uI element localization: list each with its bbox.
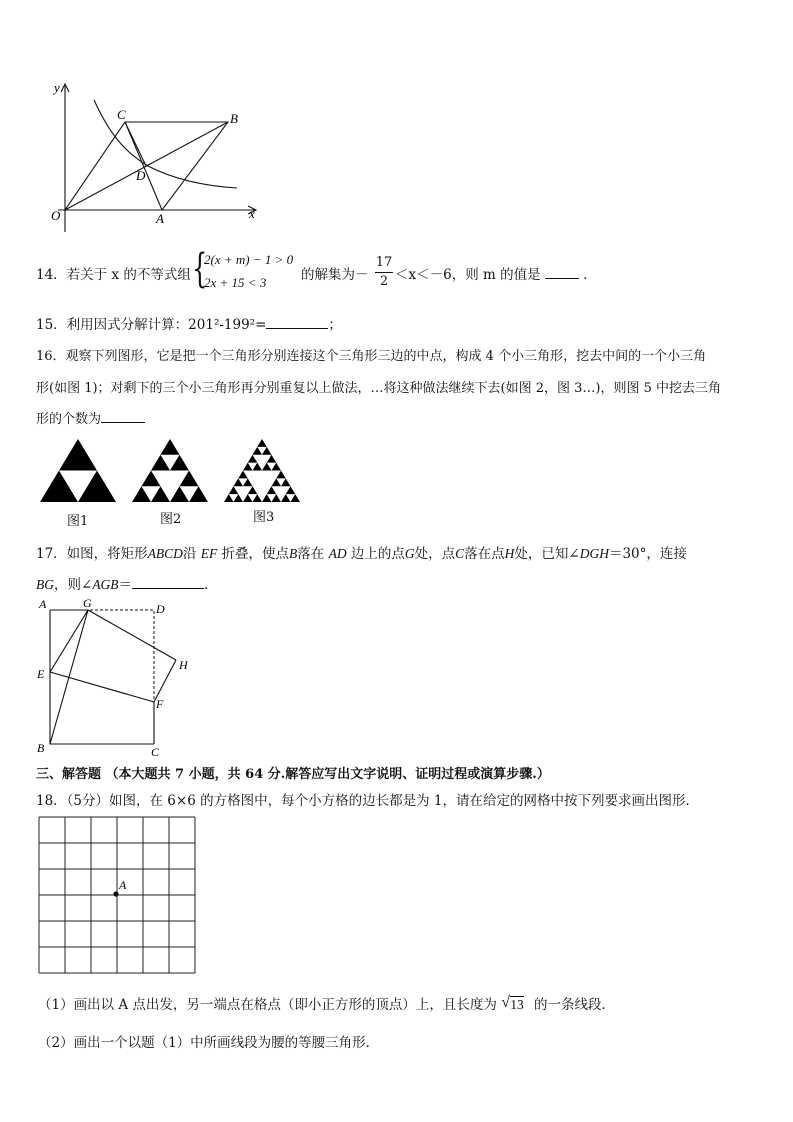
q17-ad: AD — [328, 546, 347, 561]
point-a — [113, 891, 118, 896]
segment-eg — [50, 610, 88, 672]
label-d: D — [156, 602, 165, 616]
q17-b: B — [289, 546, 298, 561]
label-c: C — [151, 745, 160, 756]
label-c: C — [117, 107, 126, 122]
hyperbola-curve — [94, 100, 237, 188]
q17-agb: AGB — [92, 577, 119, 592]
question-15 — [36, 313, 342, 333]
q17-ef: EF — [200, 546, 218, 561]
q17-text: 落在点 — [464, 546, 505, 562]
label-h: H — [179, 658, 188, 672]
q14-suffix: ＜x＜－6，则 m 的值是 — [395, 267, 541, 283]
triangle-holes — [229, 447, 296, 502]
q17-text: 边上的点 — [350, 546, 405, 562]
q17-g: G — [404, 546, 415, 561]
label-o: O — [51, 208, 61, 223]
q14-fraction — [375, 254, 393, 291]
system-brace: { — [192, 246, 208, 292]
q17-text: ＝ — [118, 577, 133, 593]
sierpinski-figure-2 — [130, 438, 210, 504]
question-17-line-2 — [36, 573, 218, 593]
sqrt-radicand: 13 — [510, 997, 524, 1012]
q17-abcd: ABCD — [147, 546, 183, 561]
sierpinski-figure-3 — [222, 438, 302, 504]
q15-answer-blank[interactable] — [266, 316, 328, 329]
folded-rectangle-figure — [34, 596, 204, 756]
q14-mid: 的解集为－ — [301, 267, 369, 283]
question-14 — [36, 263, 191, 283]
q15-end: ； — [328, 317, 342, 333]
q17-h: H — [504, 546, 515, 561]
q17-dgh: DGH — [579, 546, 609, 561]
label-x: x — [249, 206, 255, 221]
q17-text: 处，已知∠ — [514, 546, 580, 562]
label-a: A — [156, 211, 164, 226]
question-16-line-2: 形(如图 1)；对剩下的三个小三角形再分别重复以上做法，…将这种做法继续下去(如图 2，图 3…)，则图 5 中挖去三角 — [36, 381, 722, 396]
q18-part-1 — [38, 993, 615, 1013]
q14-prefix: 14．若关于 x 的不等式组 — [36, 267, 191, 283]
sqrt-expression — [501, 994, 524, 1013]
caption-figure-1: 图1 — [67, 514, 89, 529]
q17-text: ＝30°，连接 — [608, 546, 687, 562]
q17-text: ，则∠ — [54, 577, 93, 593]
coordinate-figure — [40, 80, 270, 240]
question-17-line-1 — [36, 542, 687, 562]
q17-text: 处，点 — [414, 546, 456, 562]
q16-answer-blank[interactable] — [101, 410, 145, 423]
q14-inequality-1: 2(x + m) − 1 > 0 — [204, 252, 294, 267]
label-b: B — [230, 111, 238, 126]
segment-hf — [154, 660, 176, 702]
q18-p1-text-a: （1）画出以 A 点出发，另一端点在格点（即小正方形的顶点）上，且长度为 — [38, 997, 497, 1013]
segment-bg — [50, 610, 88, 744]
caption-figure-2: 图2 — [160, 512, 182, 527]
q18-part-2: （2）画出一个以题（1）中所画线段为腰的等腰三角形． — [38, 1035, 380, 1051]
label-point-a: A — [119, 878, 127, 892]
sierpinski-figure-1 — [38, 438, 118, 504]
q14-end: ． — [583, 267, 597, 283]
question-16-line-3 — [36, 408, 145, 427]
grid-6x6 — [38, 816, 198, 976]
label-f: F — [156, 697, 164, 711]
label-g: G — [83, 596, 92, 610]
q17-text: 落在 — [297, 546, 325, 562]
question-16-line-1: 16．观察下列图形，它是把一个三角形分别连接这个三角形三边的中点，构成 4 个小三角形，挖去中间的一个小三角 — [36, 349, 707, 364]
q17-bg: BG — [36, 577, 54, 592]
caption-figure-3: 图3 — [253, 510, 275, 525]
diagonal-ob — [65, 122, 228, 210]
label-b: B — [37, 741, 45, 755]
q14-inequality-2: 2x + 15 < 3 — [204, 275, 267, 290]
sqrt-sign: √ — [501, 994, 510, 1011]
diagonal-ac — [125, 122, 162, 210]
question-18: 18．（5分）如图，在 6×6 的方格图中，每个小方格的边长都是为 1，请在给定的网格中按下列要求画出图形． — [36, 793, 699, 809]
section-3-title: 三、解答题 （本大题共 7 小题，共 64 分.解答应写出文字说明、证明过程或演算步骤.） — [36, 767, 550, 782]
q17-c: C — [455, 546, 465, 561]
fraction-denominator: 2 — [379, 274, 389, 289]
q15-text: 15．利用因式分解计算：201²-199²= — [36, 317, 267, 333]
q14-suffix-wrap — [395, 263, 597, 283]
q14-answer-blank[interactable] — [545, 266, 579, 279]
q17-text: 17．如图，将矩形 — [36, 546, 148, 562]
fraction-numerator: 17 — [375, 254, 393, 273]
q17-answer-blank[interactable] — [132, 576, 204, 589]
q18-p1-text-b: 的一条线段． — [534, 997, 616, 1013]
label-d: D — [136, 168, 146, 183]
q16-line3-text: 形的个数为 — [36, 412, 102, 427]
label-y: y — [54, 80, 60, 95]
q17-text: 沿 — [182, 546, 197, 562]
segment-gh — [88, 610, 176, 660]
q17-text: 折叠，使点 — [221, 546, 290, 562]
q17-end: ． — [204, 577, 218, 593]
label-e: E — [37, 667, 45, 681]
label-a: A — [39, 597, 47, 611]
segment-cd — [125, 122, 146, 166]
